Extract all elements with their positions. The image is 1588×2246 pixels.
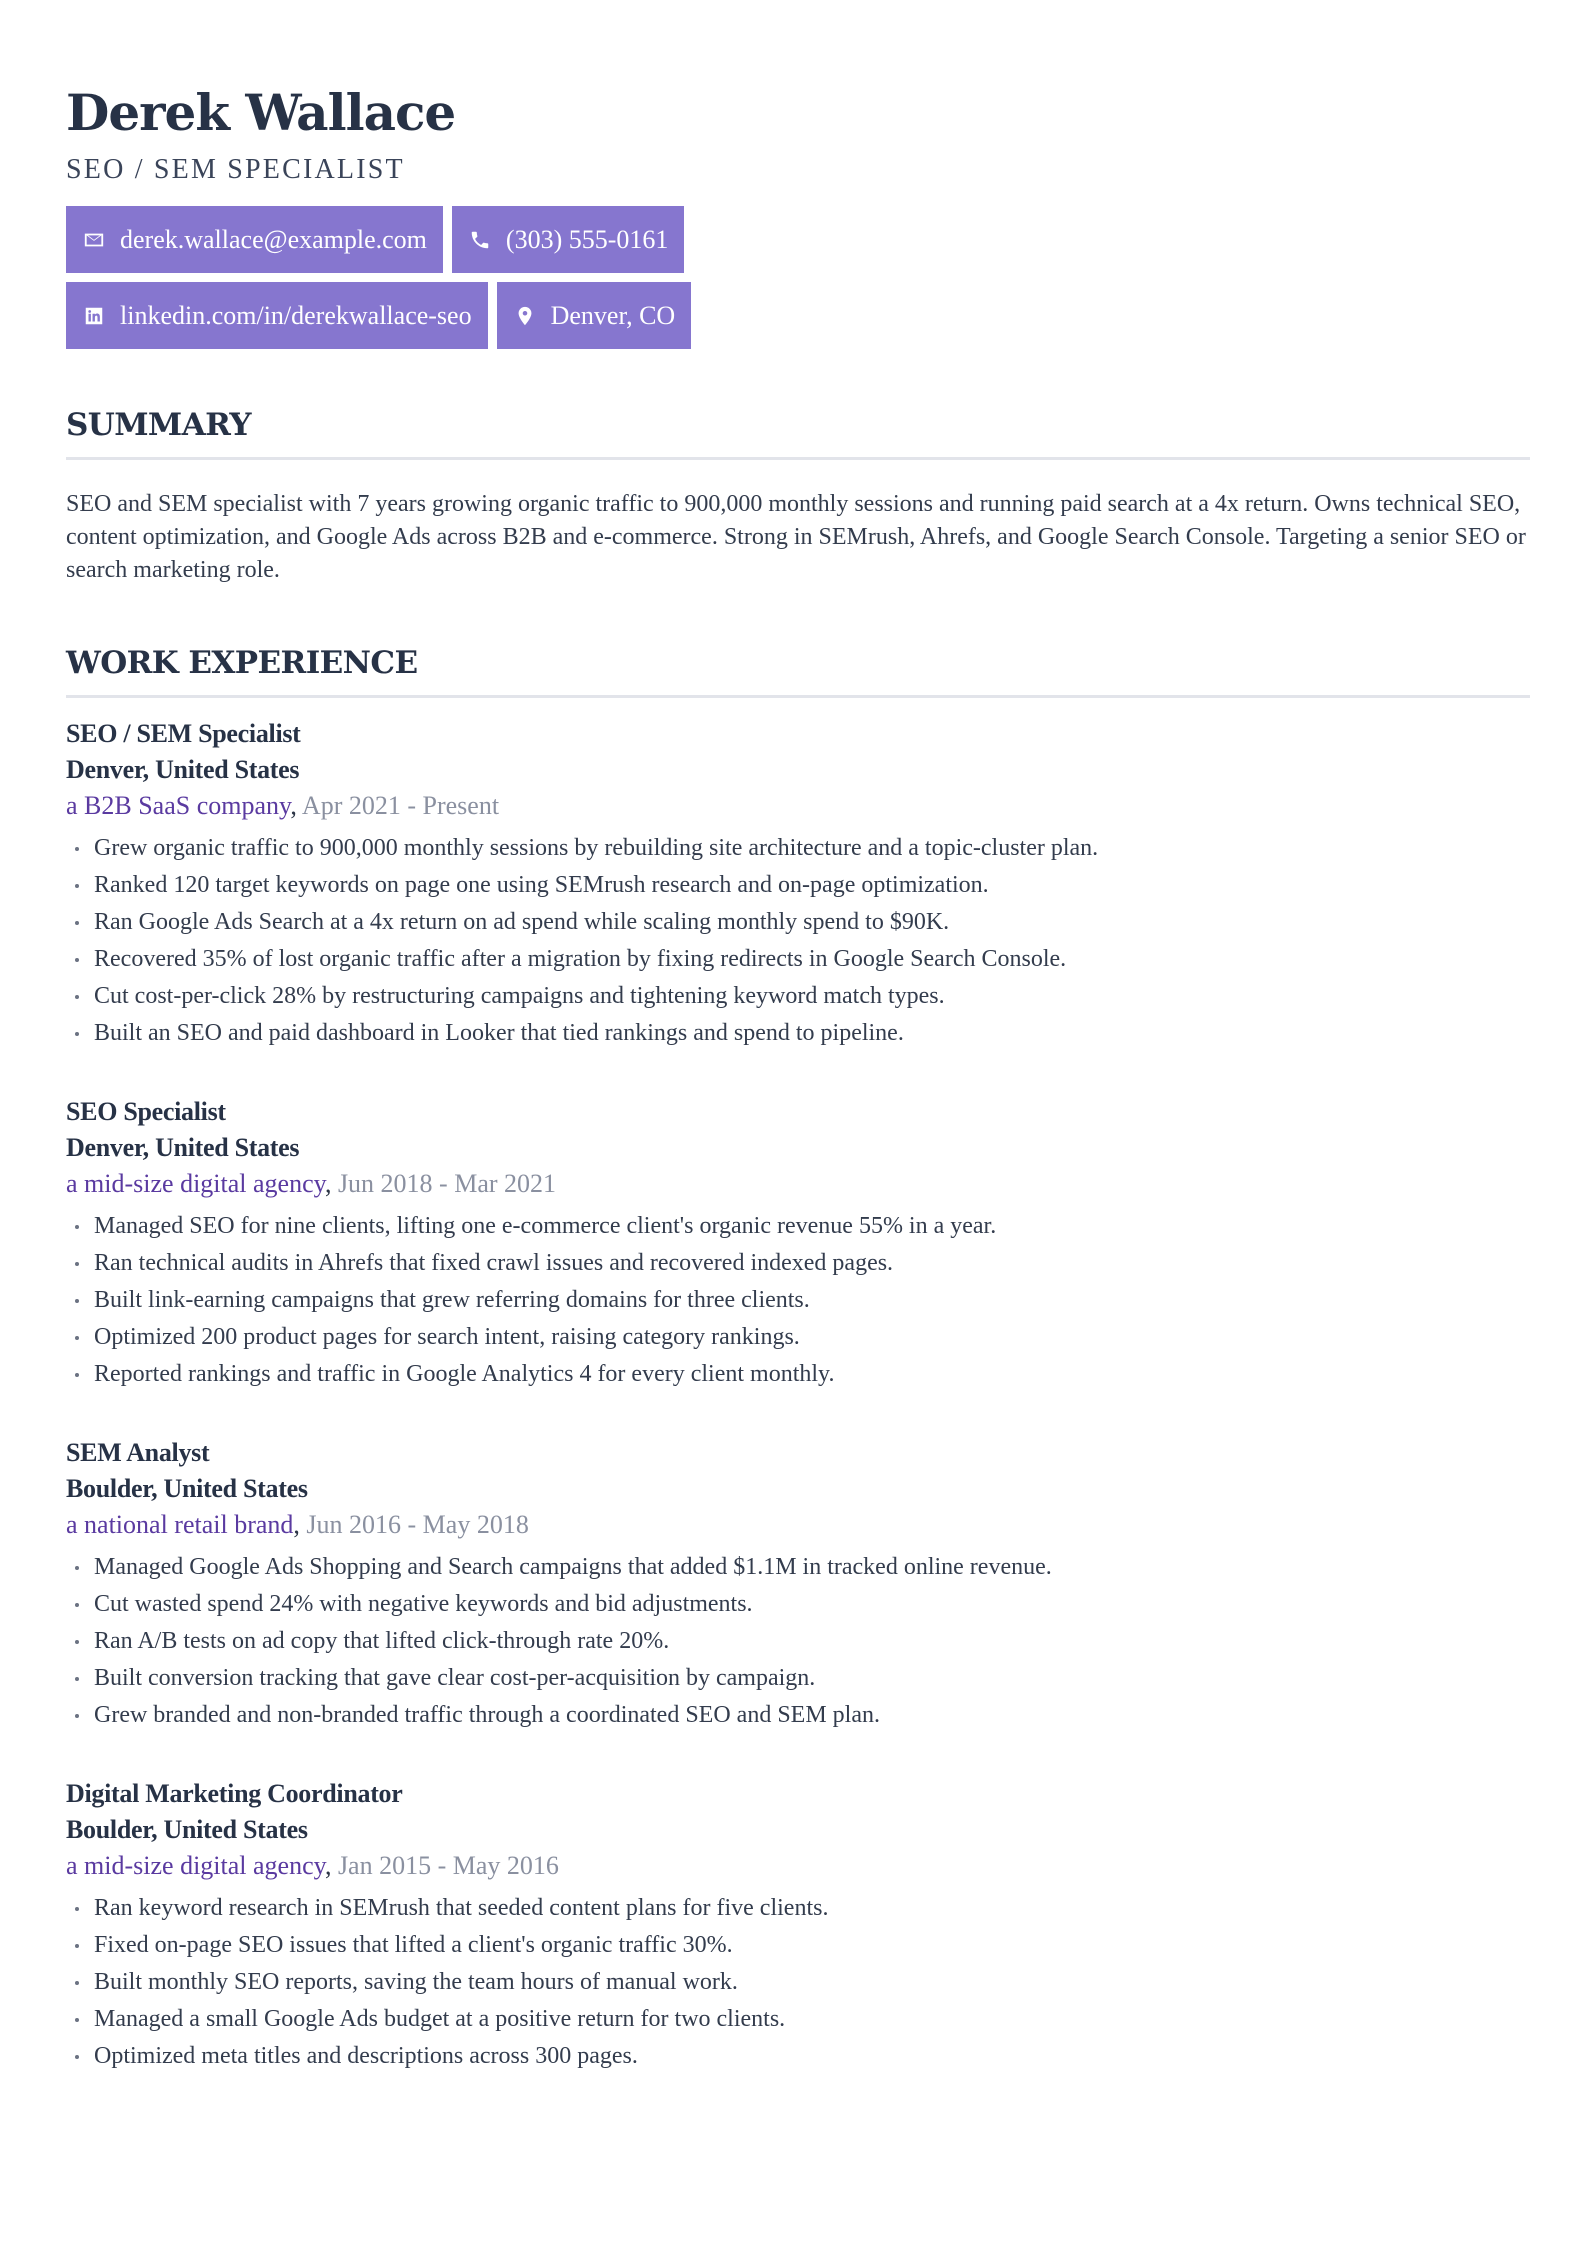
job-bullets	[66, 830, 1522, 1052]
list-item: Reported rankings and traffic in Google Analytics 4 for every client monthly.	[66, 1356, 1522, 1393]
summary-text: SEO and SEM specialist with 7 years growing organic traffic to 900,000 monthly sessions and running paid search at a 4x return. Owns technical SEO, content optimization, and Google Ads across B2B and e-commerce. Strong in SEMrush, Ahrefs, and Google Search Console. Targeting a senior SEO or search marketing role.	[66, 491, 1526, 583]
list-item: Managed SEO for nine clients, lifting one e-commerce client's organic revenue 55% in a year.	[66, 1208, 1522, 1245]
job-dates: Jun 2016 - May 2018	[306, 1510, 529, 1539]
list-item: Built an SEO and paid dashboard in Looker that tied rankings and spend to pipeline.	[66, 1015, 1522, 1052]
job-meta: a mid-size digital agency, Jan 2015 - May 2016	[66, 1851, 559, 1880]
job-title: SEO / SEM Specialist	[66, 719, 301, 748]
contact-list	[66, 206, 826, 349]
job-bullets	[66, 1208, 1522, 1393]
job-location: Denver, United States	[66, 1133, 300, 1162]
list-item: Recovered 35% of lost organic traffic after a migration by fixing redirects in Google Search Console.	[66, 941, 1522, 978]
phone-icon	[468, 228, 492, 252]
section-title-experience: WORK EXPERIENCE	[66, 645, 418, 681]
list-item: Grew branded and non-branded traffic through a coordinated SEO and SEM plan.	[66, 1697, 1522, 1734]
job-dates: Apr 2021 - Present	[301, 791, 500, 820]
location-icon	[513, 304, 537, 328]
contact-location-text: Denver, CO	[550, 300, 676, 330]
list-item: Ranked 120 target keywords on page one using SEMrush research and on-page optimization.	[66, 867, 1522, 904]
list-item: Ran keyword research in SEMrush that seeded content plans for five clients.	[66, 1890, 1522, 1927]
candidate-name: Derek Wallace	[66, 83, 456, 142]
contact-phone-text: (303) 555-0161	[505, 224, 669, 254]
contact-email-text: derek.wallace@example.com	[120, 224, 427, 254]
list-item: Cut wasted spend 24% with negative keywords and bid adjustments.	[66, 1586, 1522, 1623]
section-divider	[66, 457, 1530, 460]
list-item: Managed a small Google Ads budget at a positive return for two clients.	[66, 2001, 1522, 2038]
section-divider	[66, 695, 1530, 698]
linkedin-icon	[82, 304, 106, 328]
mail-icon	[82, 228, 106, 252]
experience-section	[66, 643, 1522, 2075]
list-item: Built monthly SEO reports, saving the team hours of manual work.	[66, 1964, 1522, 2001]
job-location: Boulder, United States	[66, 1815, 308, 1844]
candidate-role: SEO / SEM SPECIALIST	[66, 154, 405, 185]
list-item: Managed Google Ads Shopping and Search campaigns that added $1.1M in tracked online revenue.	[66, 1549, 1522, 1586]
job-entry	[66, 1435, 1522, 1734]
contact-linkedin[interactable]	[66, 282, 488, 349]
job-company: a national retail brand	[66, 1510, 294, 1539]
job-dates: Jan 2015 - May 2016	[337, 1851, 559, 1880]
job-company: a mid-size digital agency	[66, 1169, 325, 1198]
job-location: Boulder, United States	[66, 1474, 308, 1503]
list-item: Cut cost-per-click 28% by restructuring campaigns and tightening keyword match types.	[66, 978, 1522, 1015]
job-meta: a mid-size digital agency, Jun 2018 - Mar 2021	[66, 1169, 557, 1198]
contact-email[interactable]	[66, 206, 443, 273]
contact-location[interactable]	[497, 282, 692, 349]
job-meta: a national retail brand, Jun 2016 - May 2018	[66, 1510, 529, 1539]
job-company: a B2B SaaS company	[66, 791, 291, 820]
job-meta: a B2B SaaS company, Apr 2021 - Present	[66, 791, 500, 820]
list-item: Grew organic traffic to 900,000 monthly sessions by rebuilding site architecture and a topic-cluster plan.	[66, 830, 1522, 867]
list-item: Ran technical audits in Ahrefs that fixed crawl issues and recovered indexed pages.	[66, 1245, 1522, 1282]
job-entry	[66, 1094, 1522, 1393]
list-item: Built conversion tracking that gave clear cost-per-acquisition by campaign.	[66, 1660, 1522, 1697]
job-bullets	[66, 1549, 1522, 1734]
job-location: Denver, United States	[66, 755, 300, 784]
summary-section	[66, 405, 1526, 587]
job-entry	[66, 716, 1522, 1052]
job-title: SEM Analyst	[66, 1438, 210, 1467]
job-dates: Jun 2018 - Mar 2021	[337, 1169, 557, 1198]
job-entry	[66, 1776, 1522, 2075]
contact-linkedin-text: linkedin.com/in/derekwallace-seo	[120, 300, 472, 330]
list-item: Fixed on-page SEO issues that lifted a client's organic traffic 30%.	[66, 1927, 1522, 1964]
list-item: Built link-earning campaigns that grew referring domains for three clients.	[66, 1282, 1522, 1319]
list-item: Ran Google Ads Search at a 4x return on ad spend while scaling monthly spend to $90K.	[66, 904, 1522, 941]
list-item: Optimized 200 product pages for search intent, raising category rankings.	[66, 1319, 1522, 1356]
job-company: a mid-size digital agency	[66, 1851, 325, 1880]
list-item: Optimized meta titles and descriptions across 300 pages.	[66, 2038, 1522, 2075]
section-title-summary: SUMMARY	[66, 407, 251, 443]
job-bullets	[66, 1890, 1522, 2075]
job-title: SEO Specialist	[66, 1097, 226, 1126]
list-item: Ran A/B tests on ad copy that lifted click-through rate 20%.	[66, 1623, 1522, 1660]
job-title: Digital Marketing Coordinator	[66, 1779, 403, 1808]
contact-phone[interactable]	[452, 206, 684, 273]
